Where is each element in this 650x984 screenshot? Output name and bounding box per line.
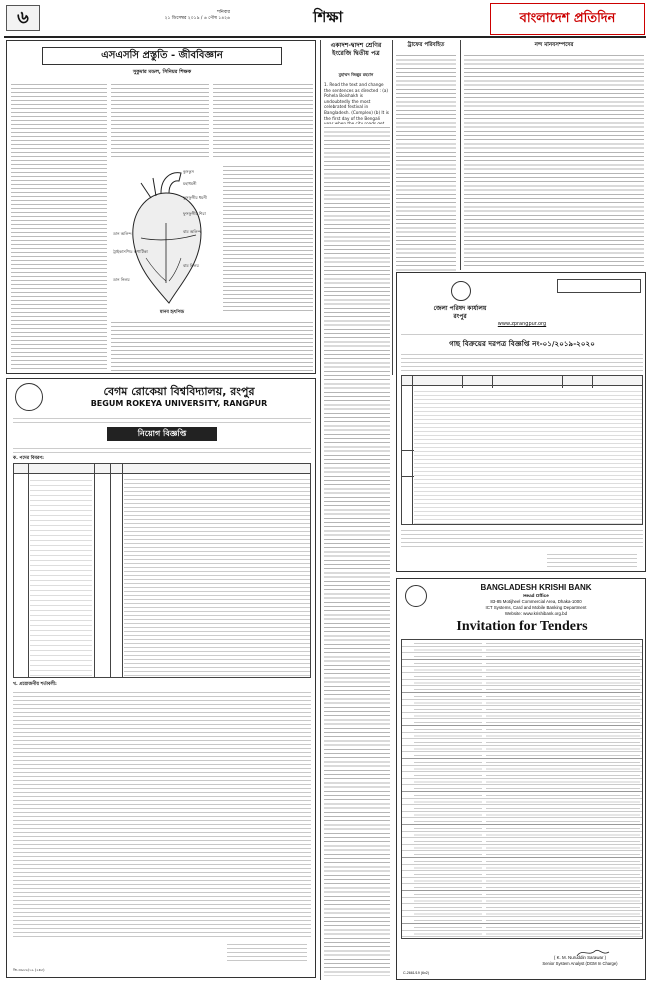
bank-office: Head Office xyxy=(523,593,549,598)
jela-signature xyxy=(547,551,637,569)
jela-city: রংপুর xyxy=(453,313,467,320)
ssc-byline: সুকুমার মন্ডল, সিনিয়র শিক্ষক xyxy=(132,69,192,75)
column-divider-3 xyxy=(460,40,461,270)
nanda-body-text xyxy=(464,52,644,268)
english-intro-text: 1. Read the text and change the sentences as directed : (a) Pohela Boishakh is undoubtedly the most celebrated festival in Bangladesh. (Complex) (b) It is the first day of the Bengali xyxy=(324,82,389,121)
ssc-column-3b xyxy=(223,163,313,313)
jela-memo-line xyxy=(401,331,643,337)
newspaper-logo: বাংলাদেশ প্রতিদিন xyxy=(490,3,645,35)
bank-address: 83-85 Motijheel Commercial Area, Dhaka-1000 xyxy=(490,599,582,604)
issue-full-date: ২১ ডিসেম্বর ২০১৯ / ৬ পৌষ ১৪২৬ xyxy=(164,16,230,21)
university-name-en: BEGUM ROKEYA UNIVERSITY, RANGPUR xyxy=(90,399,268,408)
positions-table-body xyxy=(124,476,310,676)
tender-title: Invitation for Tenders xyxy=(456,619,588,634)
tender-details-table xyxy=(401,639,643,939)
bank-footer-code: C-2661/19 (6x2) xyxy=(403,971,429,975)
label-pulmonary-artery: ফুসফুসীয় ধমনী xyxy=(183,195,207,200)
label-aorta: মহাধমনী xyxy=(183,181,197,186)
issue-date xyxy=(120,10,230,22)
tender-field-labels xyxy=(414,641,482,939)
bank-name: BANGLADESH KRISHI BANK xyxy=(480,583,592,592)
english-body-text xyxy=(324,124,390,976)
bank-signature-mark xyxy=(547,943,637,953)
label-left-atrium: বাম অলিন্দ xyxy=(183,229,201,234)
section-ka: ক. পদের বিবরণ: xyxy=(13,456,44,461)
jela-notice-title: গাছ বিক্রয়ের দরপত্র বিজ্ঞপ্তি নং-০১/২০১৯-২০২০ xyxy=(449,339,595,348)
ssc-column-2 xyxy=(111,81,209,159)
diagram-caption: মানব হৃৎপিন্ড xyxy=(159,310,185,315)
english-kicker: একাদশ-দ্বাদশ শ্রেণির ইংরেজি দ্বিতীয় পত্র xyxy=(330,42,382,57)
jela-conditions xyxy=(401,527,643,549)
ssc-article xyxy=(6,40,316,374)
ssc-column-1 xyxy=(11,81,107,371)
bank-signer-title: Senior System Analyst (DGM In Charge) xyxy=(542,961,618,966)
jela-intro-text xyxy=(401,351,643,373)
column-divider-2 xyxy=(392,40,393,375)
notice-title: নিয়োগ বিজ্ঞপ্তি xyxy=(107,427,217,441)
issue-day: শনিবার xyxy=(217,10,230,15)
jela-parishad-notice xyxy=(396,272,646,572)
label-right-atrium: ডান অলিন্দ xyxy=(113,231,132,236)
conditions-text xyxy=(13,689,311,939)
memo-line xyxy=(13,415,311,425)
label-right-ventricle: ডান নিলয় xyxy=(113,277,130,282)
govt-seal-icon xyxy=(451,281,471,301)
bank-logo-icon xyxy=(405,585,427,607)
label-kuskus: কুসকুস xyxy=(183,169,194,174)
university-seal-icon xyxy=(15,383,43,411)
jela-website: www.zprangpur.org xyxy=(497,321,547,327)
page-number: ৬ xyxy=(6,5,40,31)
tender-field-values xyxy=(486,641,640,939)
section-kha: খ. প্রয়োজনীয় শর্তাবলী: xyxy=(13,682,57,687)
krishi-bank-tender xyxy=(396,578,646,980)
traffic-body-text xyxy=(396,52,456,272)
label-pulmonary-vein: ফুসফুসীয় শিরা xyxy=(183,211,206,216)
label-left-ventricle: বাম নিলয় xyxy=(183,263,199,268)
nanda-headline: নন্দ মানবসম্পদের xyxy=(534,42,574,48)
positions-table-header xyxy=(14,464,310,474)
university-name-bn: বেগম রোকেয়া বিশ্ববিদ্যালয়, রংপুর xyxy=(103,385,255,398)
registrar-signature xyxy=(227,941,307,961)
jela-tender-table xyxy=(401,375,643,525)
bank-signer: ( K. M. Nuruddin Sarawar ) xyxy=(553,955,607,960)
bank-website: Website: www.krishibank.org.bd xyxy=(504,611,568,616)
ssc-headline: এসএসসি প্রস্তুতি - জীববিজ্ঞান xyxy=(42,47,282,65)
bank-division: ICT Systems, Card and Mobile Banking Department xyxy=(485,605,587,610)
ssc-bottom-text xyxy=(111,319,313,371)
ssc-column-3 xyxy=(213,81,313,159)
english-byline: মুহাম্মদ জিল্লুর রহমান xyxy=(338,72,374,77)
column-divider-1 xyxy=(320,40,321,980)
label-tricuspid: ট্রাইকাসপিড কপাটিকা xyxy=(113,249,148,254)
jela-office: জেলা পরিষদ কার্যালয় xyxy=(433,305,487,312)
jela-tender-table-body xyxy=(414,388,642,524)
section-title: শিক্ষা xyxy=(313,8,343,26)
header-divider xyxy=(4,36,646,38)
positions-table xyxy=(13,463,311,678)
rokeya-footer-code: জি-৩৬৮৬/১৯ (২x৫) xyxy=(13,968,45,972)
begum-rokeya-notice xyxy=(6,378,316,978)
notice-intro xyxy=(13,445,311,453)
traffic-kicker: ট্রাফের পরিবহিত xyxy=(407,42,445,48)
jela-stamp-box xyxy=(557,279,641,293)
